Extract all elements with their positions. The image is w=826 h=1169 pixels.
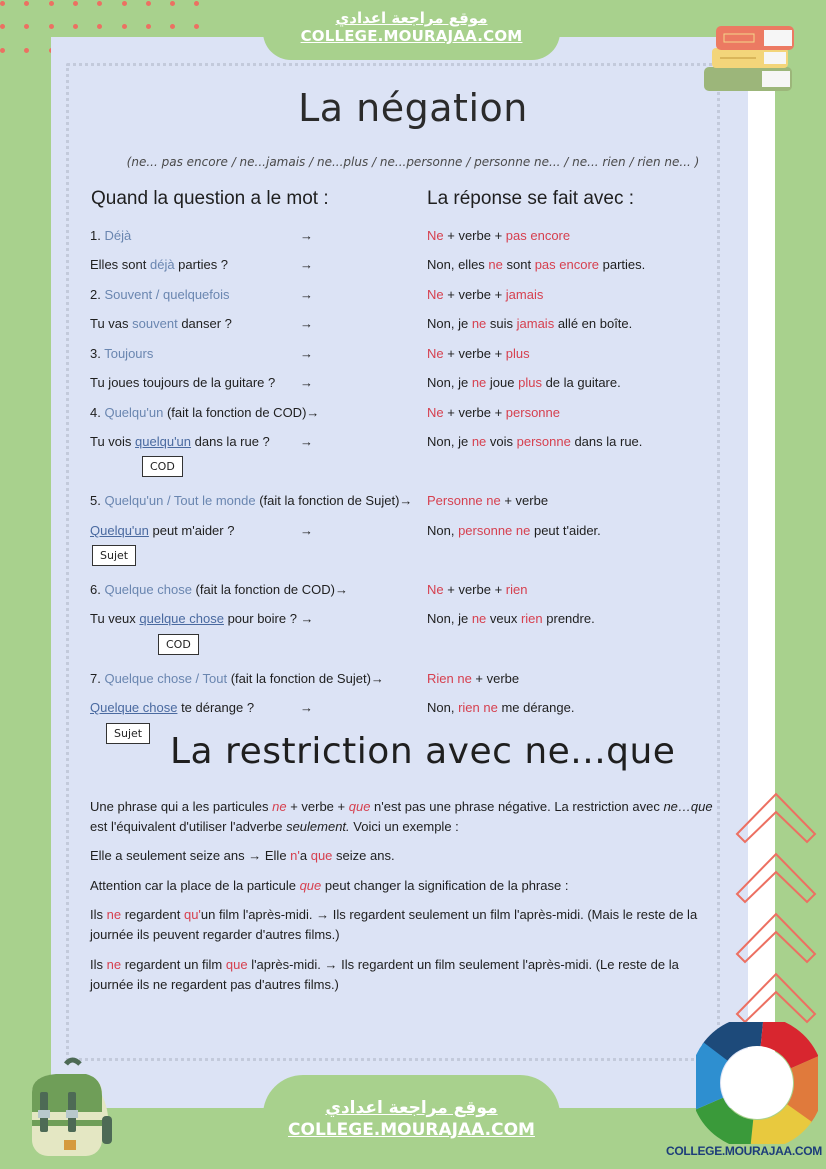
question-cell <box>90 405 319 420</box>
decorative-dot <box>0 1 5 6</box>
decorative-dot <box>24 1 29 6</box>
text: Non, <box>427 523 459 538</box>
grammar-function-label: Sujet <box>106 723 150 744</box>
footer-arabic-title[interactable]: موقع مراجعة اعدادي <box>325 1098 498 1118</box>
text: Non, je <box>427 611 472 626</box>
text: allé en boîte. <box>554 316 633 331</box>
particle-ne: ne <box>106 957 122 972</box>
decorative-dot <box>49 1 54 6</box>
function-note: (fait la fonction de COD)→ <box>191 582 348 597</box>
answer-cell <box>427 611 595 626</box>
particle-qu: qu' <box>183 907 201 922</box>
negation-particle: rien ne <box>458 700 498 715</box>
question-word: Quelque chose <box>104 582 192 597</box>
text: danser ? <box>177 316 232 331</box>
decorative-dot <box>97 1 102 6</box>
question-cell <box>90 375 275 390</box>
text: me dérange. <box>497 700 575 715</box>
negation-particle: personne ne <box>458 523 531 538</box>
answer-cell <box>427 287 543 302</box>
answer-cell <box>427 346 530 361</box>
item-number: 6. <box>90 582 105 597</box>
negation-particle: ne <box>488 257 503 272</box>
particle-que: que <box>225 957 248 972</box>
arrow-icon: → <box>300 375 313 390</box>
negation-particle: Ne <box>427 582 444 597</box>
text: Ils <box>90 907 107 922</box>
negation-word: jamais <box>516 316 555 331</box>
underlined-word: quelqu'un <box>135 434 192 449</box>
negation-word: pas encore <box>534 257 600 272</box>
text: + verbe + <box>443 405 506 420</box>
negation-word: rien <box>520 611 543 626</box>
header-site-link[interactable]: COLLEGE.MOURAJAA.COM <box>300 27 523 45</box>
negation-particle: Personne ne <box>427 493 501 508</box>
text: + verbe + <box>443 346 506 361</box>
particle-que: que <box>299 878 322 893</box>
arrow-icon: → <box>300 316 313 331</box>
answer-cell <box>427 700 574 715</box>
decorative-dot <box>170 24 175 29</box>
arrow-icon: → <box>300 700 313 715</box>
restriction-title: La restriction avec ne...que <box>170 731 676 772</box>
text: Une phrase qui a les particules <box>90 799 273 814</box>
text: peut m'aider ? <box>148 523 235 538</box>
question-cell <box>90 346 153 361</box>
decorative-dot <box>73 24 78 29</box>
decorative-dot <box>122 24 127 29</box>
left-green-band <box>0 0 51 1169</box>
text: regardent <box>121 907 184 922</box>
item-number: 5. <box>90 493 105 508</box>
logo-caption: COLLEGE.MOURAJAA.COM <box>666 1144 823 1158</box>
question-cell <box>90 700 254 715</box>
decorative-dot <box>49 24 54 29</box>
text: seize ans. <box>332 848 395 863</box>
decorative-dot <box>24 48 29 53</box>
text: + verbe <box>500 493 549 508</box>
text: dans la rue ? <box>191 434 270 449</box>
decorative-dot <box>146 24 151 29</box>
answer-cell <box>427 375 621 390</box>
decorative-dot <box>73 1 78 6</box>
backpack-icon <box>16 1056 112 1156</box>
question-cell <box>90 287 230 302</box>
question-word: Quelqu'un <box>104 405 164 420</box>
particle-que: que <box>310 848 333 863</box>
decorative-dot <box>0 48 5 53</box>
column-heading-answer: La réponse se fait avec : <box>427 188 635 209</box>
text: veux <box>486 611 521 626</box>
arrow-icon: → <box>300 346 313 361</box>
question-cell <box>90 523 234 538</box>
decorative-dot <box>194 24 199 29</box>
decorative-dot <box>146 1 151 6</box>
restriction-example-2 <box>90 905 715 945</box>
decorative-dot <box>122 1 127 6</box>
text: + verbe + <box>286 799 349 814</box>
text: + verbe + <box>443 228 506 243</box>
question-cell <box>90 434 270 449</box>
text: parties. <box>599 257 646 272</box>
arrow-icon: → <box>300 523 313 538</box>
answer-cell <box>427 405 560 420</box>
text: prendre. <box>542 611 595 626</box>
answer-cell <box>427 316 632 331</box>
negation-particle: ne <box>471 316 487 331</box>
subjects-wheel-logo <box>696 1022 818 1144</box>
text: Non, je <box>427 375 472 390</box>
question-cell <box>90 671 384 686</box>
text: l'après-midi. → Ils regardent un film seulement l'après-midi. (Le reste de la journée ils ne regardent pas d'autres films.) <box>90 957 679 992</box>
text: regardent un film <box>121 957 226 972</box>
header-banner[interactable] <box>263 0 560 60</box>
text: a <box>299 848 311 863</box>
negation-particle: ne <box>471 611 487 626</box>
text: Non, <box>427 700 459 715</box>
grammar-function-label: Sujet <box>92 545 136 566</box>
question-word: Quelque chose / Tout <box>104 671 228 686</box>
grammar-function-label: COD <box>158 634 199 655</box>
particle-ne: ne <box>272 799 287 814</box>
text: + verbe <box>471 671 520 686</box>
decorative-dot <box>170 1 175 6</box>
arrow-icon: → <box>300 434 313 449</box>
question-cell <box>90 611 314 626</box>
arrow-icon: → <box>300 257 313 272</box>
question-cell <box>90 582 348 597</box>
footer-banner[interactable] <box>263 1075 560 1169</box>
restriction-paragraph-1 <box>90 797 715 837</box>
function-note: (fait la fonction de COD)→ <box>163 405 320 420</box>
text: peut changer la signification de la phrase : <box>321 878 569 893</box>
negation-particle: Ne <box>427 287 444 302</box>
answer-cell <box>427 257 645 272</box>
underlined-word: Quelqu'un <box>90 523 149 538</box>
negation-word: personne <box>505 405 560 420</box>
question-word: Quelqu'un / Tout le monde <box>104 493 256 508</box>
answer-cell <box>427 671 519 686</box>
question-cell <box>90 316 232 331</box>
question-word: souvent <box>132 316 178 331</box>
text: dans la rue. <box>570 434 643 449</box>
text: Non, elles <box>427 257 489 272</box>
negation-particle: Ne <box>427 228 444 243</box>
question-word: déjà <box>149 257 175 272</box>
footer-site-link[interactable]: COLLEGE.MOURAJAA.COM <box>288 1120 535 1140</box>
text: Attention car la place de la particule <box>90 878 300 893</box>
header-arabic-title[interactable]: موقع مراجعة اعدادي <box>335 9 488 27</box>
text: Elles sont <box>90 257 150 272</box>
item-number: 1. <box>90 228 105 243</box>
underlined-word: Quelque chose <box>90 700 178 715</box>
answer-cell <box>427 493 548 508</box>
answer-cell <box>427 434 642 449</box>
text: de la guitare. <box>541 375 621 390</box>
restriction-attention <box>90 876 715 896</box>
negation-word: plus <box>518 375 542 390</box>
particle-n: n' <box>290 848 300 863</box>
question-cell <box>90 493 412 508</box>
question-word: Toujours <box>104 346 154 361</box>
particle-que: que <box>348 799 371 814</box>
text: Non, je <box>427 316 472 331</box>
text: Elle a seulement seize ans → Elle <box>90 848 291 863</box>
negation-word: jamais <box>505 287 544 302</box>
text: pour boire ? → <box>223 611 314 626</box>
function-note: (fait la fonction de Sujet)→ <box>255 493 413 508</box>
text: joue <box>486 375 519 390</box>
page-title: La négation <box>298 86 528 130</box>
text: peut t'aider. <box>530 523 601 538</box>
item-number: 3. <box>90 346 105 361</box>
decorative-dot <box>97 24 102 29</box>
particle-ne: ne <box>106 907 122 922</box>
question-word: Souvent / quelquefois <box>104 287 230 302</box>
arrow-icon: → <box>300 287 313 302</box>
seulement-term: seulement. <box>286 819 350 834</box>
text: est l'équivalent d'utiliser l'adverbe <box>90 819 287 834</box>
text: Tu vas <box>90 316 133 331</box>
text: te dérange ? <box>177 700 255 715</box>
negation-particle: Rien ne <box>427 671 472 686</box>
negation-word: plus <box>505 346 530 361</box>
negation-word: pas encore <box>505 228 571 243</box>
negation-particle: ne <box>471 434 487 449</box>
text: parties ? <box>174 257 229 272</box>
text: Tu joues toujours de la guitare ? <box>90 375 276 390</box>
text: Ils <box>90 957 107 972</box>
question-word: Déjà <box>104 228 132 243</box>
decorative-dot <box>0 24 5 29</box>
restriction-example <box>90 846 715 866</box>
negation-particle: ne <box>471 375 487 390</box>
text: vois <box>486 434 517 449</box>
underlined-word: quelque chose <box>139 611 224 626</box>
text: sont <box>502 257 535 272</box>
ne-que-term: ne…que <box>663 799 713 814</box>
text: + verbe + <box>443 287 506 302</box>
text: Voici un exemple : <box>349 819 459 834</box>
text: + verbe + <box>443 582 506 597</box>
arrow-icon: → <box>300 228 313 243</box>
item-number: 7. <box>90 671 105 686</box>
text: suis <box>486 316 517 331</box>
grammar-function-label: COD <box>142 456 183 477</box>
negation-particle: Ne <box>427 346 444 361</box>
answer-cell <box>427 582 527 597</box>
item-number: 4. <box>90 405 105 420</box>
answer-cell <box>427 523 601 538</box>
restriction-example-3 <box>90 955 715 995</box>
answer-cell <box>427 228 570 243</box>
column-heading-question: Quand la question a le mot : <box>91 188 329 209</box>
books-stack-icon <box>700 12 800 94</box>
negation-word: rien <box>505 582 528 597</box>
negation-particle: Ne <box>427 405 444 420</box>
negation-word: personne <box>516 434 571 449</box>
text: un film l'après-midi. → Ils regardent seulement un film l'après-midi. (Mais le reste de la journée ils peuvent regarder d'autres films.) <box>90 907 698 942</box>
decorative-dot <box>24 24 29 29</box>
text: Tu vois <box>90 434 136 449</box>
text: n'est pas une phrase négative. La restriction avec <box>370 799 664 814</box>
decorative-dot <box>194 1 199 6</box>
text: Tu veux <box>90 611 140 626</box>
item-number: 2. <box>90 287 105 302</box>
question-cell <box>90 257 228 272</box>
function-note: (fait la fonction de Sujet)→ <box>227 671 384 686</box>
negation-forms-subtitle: (ne... pas encore / ne...jamais / ne...plus / ne...personne / personne ne... / ne... rien / rien ne... ) <box>126 155 700 169</box>
question-cell <box>90 228 131 243</box>
text: Non, je <box>427 434 472 449</box>
